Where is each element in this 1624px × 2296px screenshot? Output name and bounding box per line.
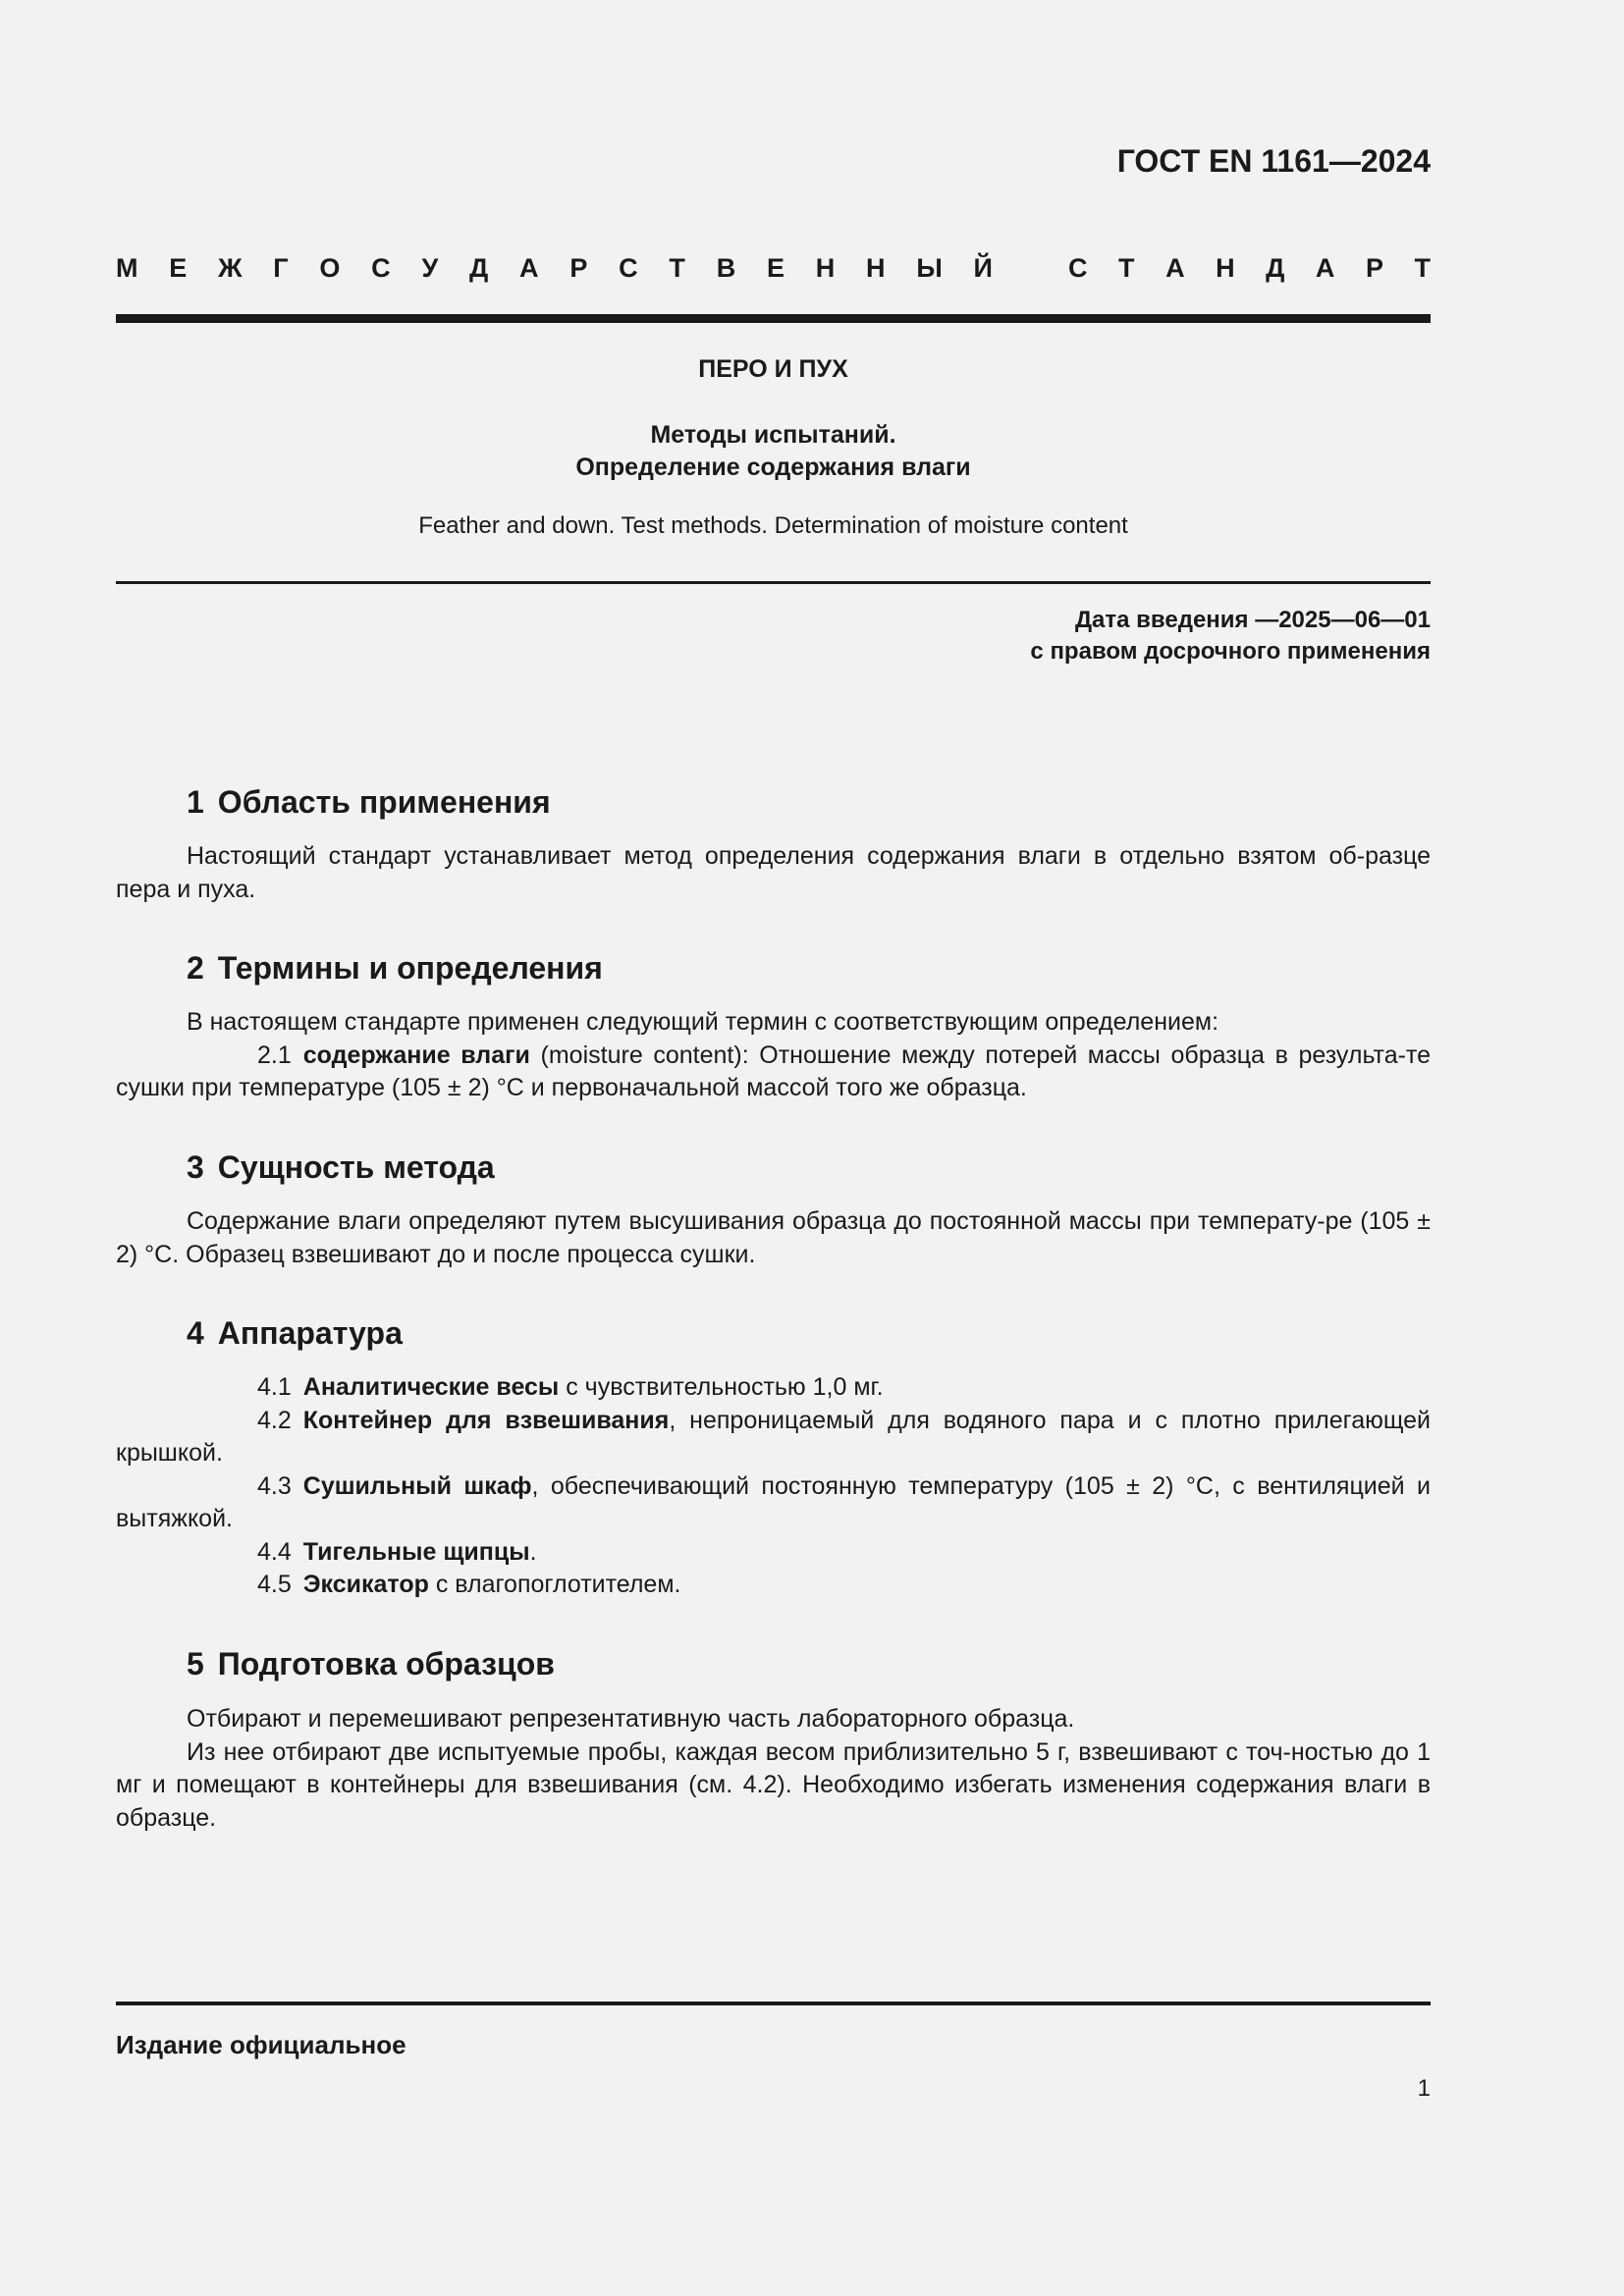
document-subtitle: Методы испытаний. Определение содержания влаги	[575, 421, 971, 481]
apparatus-item: 4.4 Тигельные щипцы.	[257, 1537, 537, 1566]
section-3-heading: 3 Сущность метода	[187, 1149, 495, 1185]
apparatus-item: 4.5 Эксикатор с влагопоглотителем.	[257, 1571, 681, 1598]
title-divider	[116, 581, 1431, 584]
english-title: Feather and down. Test methods. Determination of moisture content	[418, 512, 1128, 539]
official-edition-label: Издание официальное	[116, 2030, 406, 2059]
section-1-heading: 1 Область применения	[187, 784, 551, 820]
standard-type-word-1: М Е Ж Г О С У Д А Р С Т В Е Н Н Ы Й	[116, 253, 993, 283]
apparatus-item: 4.1 Аналитические весы с чувствительностью 1,0 мг.	[257, 1373, 884, 1401]
page-number: 1	[1417, 2075, 1431, 2102]
document-title: ПЕРО И ПУХ	[698, 355, 848, 383]
term-definition: 2.1 содержание влаги (moisture content): Отношение между потерей массы образца в результа-те сушки при температуре (105 ± 2) °С и первоначальной массой того же образца.	[116, 1041, 1432, 1101]
standard-type-header	[116, 253, 1431, 284]
section-4-heading: 4 Аппаратура	[187, 1315, 403, 1351]
effective-date: Дата введения —2025—06—01	[1074, 607, 1431, 633]
section-5-body: Отбирают и перемешивают репрезентативную часть лабораторного образца. Из нее отбирают две испытуемые пробы, каждая весом приблизительно 5 г, взвешивают с точ-ностью до 1 мг и помещают в контейнеры для взвешивания (см. 4.2). Необходимо избегать изменения содержания влаги в образце.	[116, 1705, 1431, 1832]
section-2-heading: 2 Термины и определения	[187, 950, 603, 986]
section-2-body: В настоящем стандарте применен следующий термин с соответствующим определением: 2.1 содержание влаги (moisture content): Отношение между потерей массы образца в результа-те сушки при температуре (105 ± 2) °С и первоначальной массой того же образца.	[116, 1006, 1431, 1105]
standard-type-word-2: С Т А Н Д А Р Т	[1068, 253, 1431, 283]
section-1-body: Настоящий стандарт устанавливает метод определения содержания влаги в отдельно взятом об-разце пера и пуха.	[116, 842, 1431, 903]
header-divider-thick	[116, 314, 1431, 323]
document-code: ГОСТ EN 1161—2024	[1116, 143, 1431, 179]
section-4-body	[116, 1371, 1431, 1602]
section-3-body: Содержание влаги определяют путем высушивания образца до постоянной массы при температу-ре (105 ± 2) °С. Образец взвешивают до и после процесса сушки.	[116, 1207, 1431, 1268]
early-application-note: с правом досрочного применения	[1030, 638, 1431, 665]
apparatus-item: 4.2 Контейнер для взвешивания, непроницаемый для водяного пара и с плотно прилегающей крышкой.	[116, 1406, 1431, 1467]
apparatus-item: 4.3 Сушильный шкаф, обеспечивающий постоянную температуру (105 ± 2) °С, с вентиляцией и вытяжкой.	[116, 1471, 1431, 1532]
footer-divider	[116, 2002, 1431, 2005]
effective-date-block	[1030, 605, 1431, 667]
document-page	[116, 0, 1431, 2296]
section-5-heading: 5 Подготовка образцов	[187, 1646, 555, 1682]
